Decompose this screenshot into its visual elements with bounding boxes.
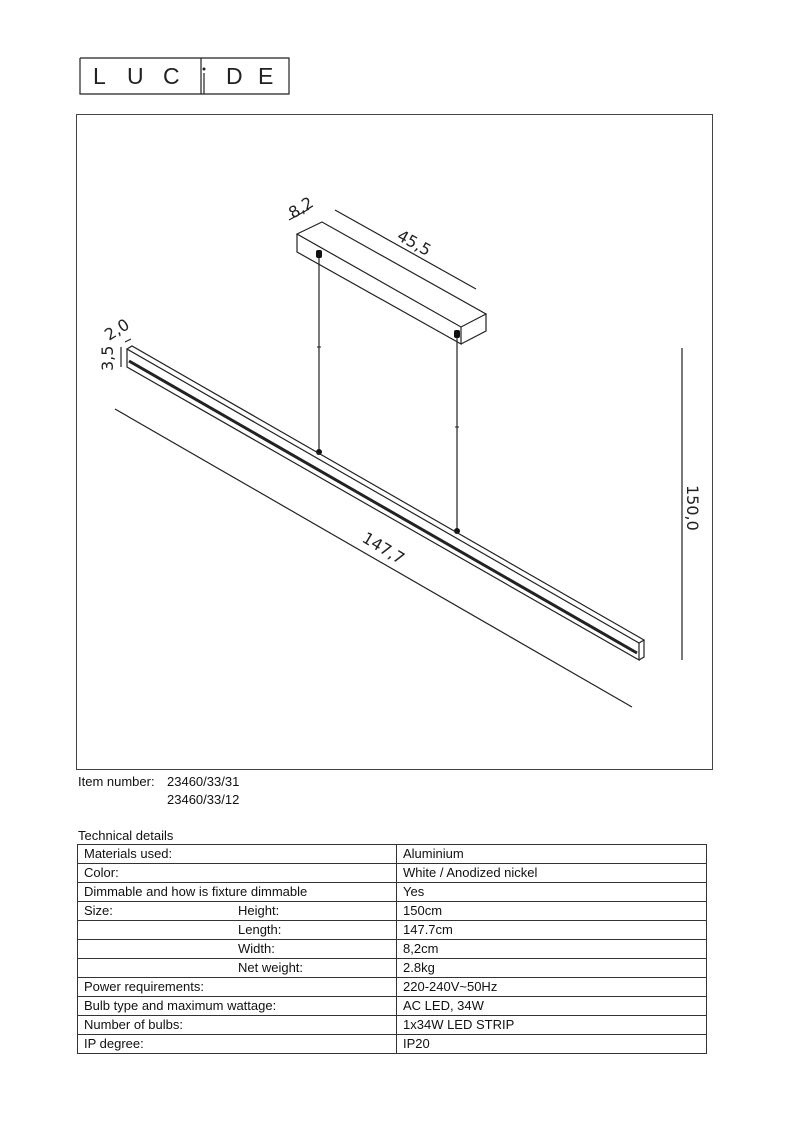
- spec-value: 150cm: [397, 902, 707, 921]
- spec-value: Aluminium: [397, 845, 707, 864]
- drawing-canvas: [77, 115, 714, 771]
- spec-label: [78, 940, 233, 959]
- spec-sublabel: Length:: [232, 921, 397, 940]
- table-row: [78, 921, 707, 940]
- spec-label: [78, 921, 233, 940]
- table-row: [78, 864, 707, 883]
- spec-value: 8,2cm: [397, 940, 707, 959]
- table-row: [78, 845, 707, 864]
- spec-value: Yes: [397, 883, 707, 902]
- spec-label: Power requirements:: [78, 978, 397, 997]
- table-row: [78, 883, 707, 902]
- table-row: [78, 997, 707, 1016]
- spec-label: Materials used:: [78, 845, 397, 864]
- dim-bar-width: 2,0: [101, 314, 133, 345]
- technical-details-table: [77, 844, 707, 1054]
- item-number-label: Item number:: [78, 774, 155, 789]
- spec-sublabel: Net weight:: [232, 959, 397, 978]
- canopy: [297, 222, 486, 344]
- spec-value: AC LED, 34W: [397, 997, 707, 1016]
- table-row: [78, 959, 707, 978]
- spec-value: IP20: [397, 1035, 707, 1054]
- logo-letter: E: [258, 63, 274, 89]
- spec-value: 220-240V~50Hz: [397, 978, 707, 997]
- logo-letter: C: [163, 63, 180, 89]
- canopy-cable-anchor: [454, 330, 460, 338]
- dimension-lines: [115, 209, 682, 707]
- canopy-cable-anchor: [316, 250, 322, 258]
- spec-value: 147.7cm: [397, 921, 707, 940]
- spec-label: Color:: [78, 864, 397, 883]
- technical-drawing: [76, 114, 713, 770]
- logo-letter: D: [226, 63, 243, 89]
- dim-canopy-length: 45,5: [394, 225, 435, 260]
- spec-sublabel: Width:: [232, 940, 397, 959]
- spec-label: IP degree:: [78, 1035, 397, 1054]
- spec-value: 2.8kg: [397, 959, 707, 978]
- table-row: [78, 978, 707, 997]
- brand-logo: [79, 57, 290, 95]
- spec-label: Size:: [78, 902, 233, 921]
- spec-value: 1x34W LED STRIP: [397, 1016, 707, 1035]
- logo-letter: U: [127, 63, 144, 89]
- spec-label: Bulb type and maximum wattage:: [78, 997, 397, 1016]
- spec-value: White / Anodized nickel: [397, 864, 707, 883]
- spec-sublabel: Height:: [232, 902, 397, 921]
- spec-label: Number of bulbs:: [78, 1016, 397, 1035]
- item-number-value: 23460/33/12: [167, 792, 240, 807]
- table-row: [78, 1016, 707, 1035]
- table-row: [78, 1035, 707, 1054]
- item-number-value: 23460/33/31: [167, 774, 240, 789]
- logo-letter: L: [93, 63, 106, 89]
- technical-details-title: Technical details: [78, 828, 174, 843]
- table-row: [78, 940, 707, 959]
- dim-total-height: 150,0: [683, 485, 702, 531]
- light-bar: [127, 346, 644, 660]
- dim-bar-height: 3,5: [98, 345, 117, 371]
- spec-label: Dimmable and how is fixture dimmable: [78, 883, 397, 902]
- spec-label: [78, 959, 233, 978]
- dim-canopy-depth: 8,2: [285, 192, 317, 223]
- table-row: [78, 902, 707, 921]
- dim-bar-length: 147,7: [358, 528, 408, 569]
